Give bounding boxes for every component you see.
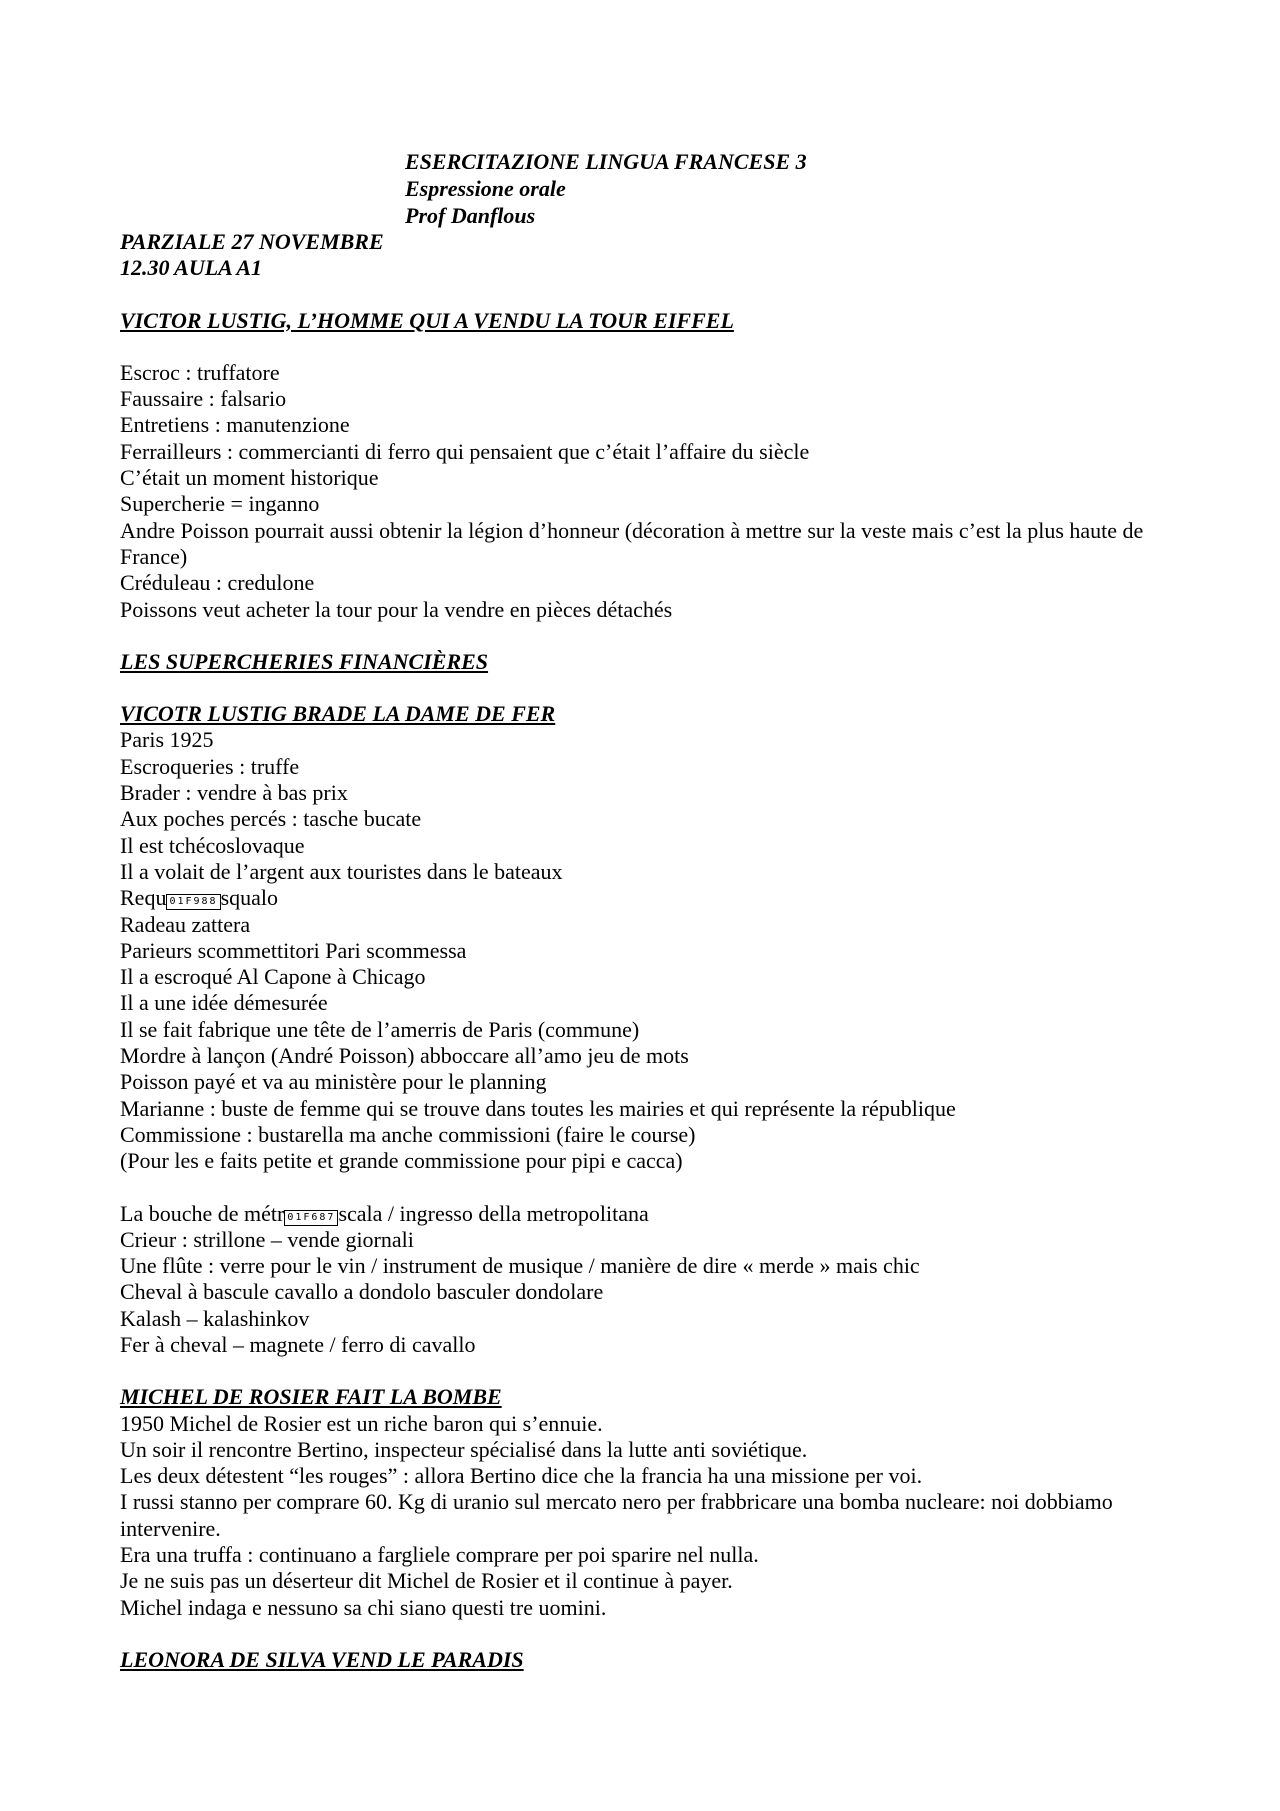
- list-item: Poisson payé et va au ministère pour le planning: [120, 1069, 547, 1095]
- list-item: Supercherie = inganno: [120, 491, 320, 517]
- list-item: Il a une idée démesurée: [120, 990, 328, 1016]
- list-item: Paris 1925: [120, 727, 214, 753]
- list-item-text: Requ: [120, 885, 167, 911]
- section-list-michel-de-rosier: [120, 1411, 1170, 1621]
- list-item: Poissons veut acheter la tour pour la vendre en pièces détachés: [120, 596, 673, 622]
- exam-date: PARZIALE 27 NOVEMBRE: [120, 229, 384, 254]
- list-item: Michel indaga e nessuno sa chi siano questi tre uomini.: [120, 1594, 607, 1620]
- list-item: Parieurs scommettitori Pari scommessa: [120, 937, 467, 963]
- section-list-dame-de-fer: [120, 727, 1170, 1358]
- course-title: ESERCITAZIONE LINGUA FRANCESE 3: [405, 149, 807, 174]
- section-list-victor-lustig: [120, 360, 1170, 623]
- list-item: Mordre à lançon (André Poisson) abboccare all’amo jeu de mots: [120, 1043, 689, 1069]
- list-item-text: La bouche de métr: [120, 1200, 285, 1226]
- list-item: 1950 Michel de Rosier est un riche baron qui s’ennuie.: [120, 1410, 603, 1436]
- list-item: Il a escroqué Al Capone à Chicago: [120, 964, 426, 990]
- list-item: Andre Poisson pourrait aussi obtenir la légion d’honneur (décoration à mettre sur la veste mais c’est la plus haute de France): [120, 517, 1144, 569]
- list-item: Je ne suis pas un déserteur dit Michel de Rosier et il continue à payer.: [120, 1568, 733, 1594]
- list-item: [120, 1201, 1170, 1227]
- list-item: Un soir il rencontre Bertino, inspecteur spécialisé dans la lutte anti soviétique.: [120, 1436, 808, 1462]
- list-item: Marianne : buste de femme qui se trouve dans toutes les mairies et qui représente la république: [120, 1095, 956, 1121]
- list-item: Brader : vendre à bas prix: [120, 780, 348, 806]
- course-professor: Prof Danflous: [405, 203, 536, 228]
- list-item: Escroqueries : truffe: [120, 753, 300, 779]
- list-item: Era una truffa : continuano a fargliele comprare per poi sparire nel nulla.: [120, 1542, 759, 1568]
- list-item: Cheval à bascule cavallo a dondolo basculer dondolare: [120, 1279, 604, 1305]
- list-item: Les deux détestent “les rouges” : allora Bertino dice che la francia ha una missione per voi.: [120, 1463, 923, 1489]
- list-item: Il a volait de l’argent aux touristes dans le bateaux: [120, 858, 563, 884]
- list-item: Fer à cheval – magnete / ferro di cavallo: [120, 1331, 476, 1357]
- section-heading-supercheries: LES SUPERCHERIES FINANCIÈRES: [120, 648, 489, 674]
- list-item: Radeau zattera: [120, 911, 251, 937]
- list-item: Crieur : strillone – vende giornali: [120, 1226, 414, 1252]
- list-item-text: squalo: [220, 885, 279, 911]
- list-item: Créduleau : credulone: [120, 570, 315, 596]
- list-item-text: scala / ingresso della metropolitana: [338, 1200, 649, 1226]
- list-item: C’était un moment historique: [120, 465, 379, 491]
- list-item: Entretiens : manutenzione: [120, 412, 350, 438]
- list-item: Il se fait fabrique une tête de l’amerris de Paris (commune): [120, 1016, 640, 1042]
- missing-glyph-icon: 01F687: [284, 1210, 338, 1226]
- list-item: [120, 885, 1170, 911]
- document-body: [120, 229, 1170, 1673]
- list-item: Faussaire : falsario: [120, 386, 287, 412]
- missing-glyph-icon: 01F988: [166, 894, 220, 910]
- list-item: (Pour les e faits petite et grande commissione pour pipi e cacca): [120, 1148, 683, 1174]
- list-item: Une flûte : verre pour le vin / instrument de musique / manière de dire « merde » mais chic: [120, 1253, 920, 1279]
- list-item: Escroc : truffatore: [120, 359, 280, 385]
- exam-room: 12.30 AULA A1: [120, 255, 263, 281]
- list-item: I russi stanno per comprare 60. Kg di uranio sul mercato nero per frabbricare una bomba nucleare: noi dobbiamo intervenire.: [120, 1489, 1113, 1541]
- list-item: Aux poches percés : tasche bucate: [120, 806, 422, 832]
- course-header: [405, 148, 807, 229]
- list-item: Commissione : bustarella ma anche commissioni (faire le course): [120, 1121, 696, 1147]
- section-heading-michel-de-rosier: MICHEL DE ROSIER FAIT LA BOMBE: [120, 1384, 502, 1410]
- section-heading-dame-de-fer: VICOTR LUSTIG BRADE LA DAME DE FER: [120, 701, 556, 727]
- section-heading-leonora-de-silva: LEONORA DE SILVA VEND LE PARADIS: [120, 1646, 524, 1672]
- section-heading-victor-lustig: VICTOR LUSTIG, L’HOMME QUI A VENDU LA TOUR EIFFEL: [120, 307, 734, 333]
- list-item: Il est tchécoslovaque: [120, 832, 305, 858]
- course-subtitle: Espressione orale: [405, 176, 566, 201]
- list-item: Kalash – kalashinkov: [120, 1305, 310, 1331]
- list-item: Ferrailleurs : commercianti di ferro qui pensaient que c’était l’affaire du siècle: [120, 438, 810, 464]
